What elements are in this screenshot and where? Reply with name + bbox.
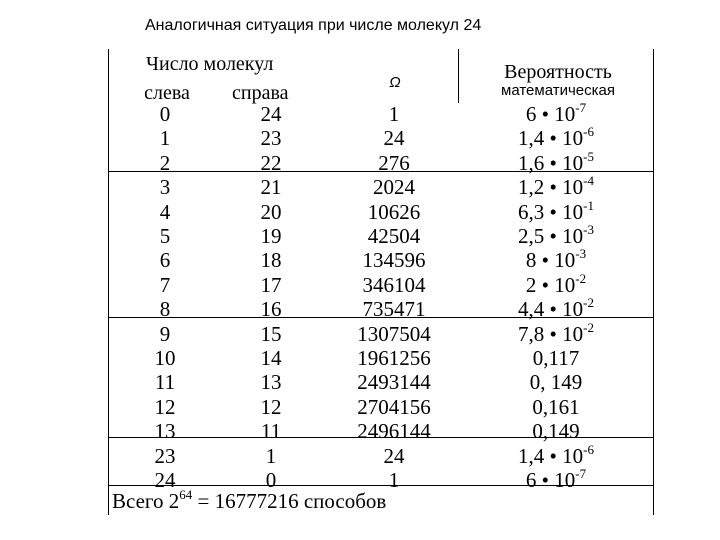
table-border-left: [108, 49, 109, 515]
probability-exponent: -3: [583, 222, 594, 237]
cell-omega: 134596: [362, 248, 426, 272]
cell-probability: [460, 102, 652, 126]
probability-exponent: -7: [575, 466, 587, 481]
cell-left-count: 6: [159, 248, 171, 272]
cell-left-count: 12: [154, 395, 176, 419]
cell-left-count: 3: [159, 175, 171, 199]
cell-left-count: 0: [159, 102, 171, 126]
probability-base: 2 • 10: [525, 273, 576, 297]
probability-table: [108, 49, 654, 515]
cell-left-count: 8: [159, 297, 171, 321]
cell-probability: [460, 395, 652, 419]
cell-right-count: 15: [260, 322, 282, 346]
cell-right-count: 1: [265, 444, 277, 468]
cell-right-count: 16: [260, 297, 282, 321]
cell-right-count: 11: [260, 419, 282, 443]
cell-probability: [460, 297, 652, 321]
cell-left-count: 11: [154, 370, 176, 394]
header-right: справа: [232, 82, 289, 104]
cell-omega: 10626: [367, 200, 421, 224]
cell-probability: [460, 200, 652, 224]
probability-base: 6 • 10: [525, 468, 576, 492]
probability-base: 0,161: [532, 395, 580, 419]
cell-probability: [460, 151, 652, 175]
cell-probability: [460, 273, 652, 297]
cell-left-count: 1: [159, 126, 171, 150]
header-omega: Ω: [389, 74, 401, 91]
probability-base: 1,2 • 10: [518, 175, 584, 199]
cell-left-count: 24: [154, 468, 176, 492]
cell-right-count: 23: [260, 126, 282, 150]
probability-exponent: -4: [583, 173, 594, 188]
cell-right-count: 20: [260, 200, 282, 224]
cell-left-count: 5: [159, 224, 171, 248]
probability-exponent: -2: [583, 320, 594, 335]
cell-omega: 276: [378, 151, 410, 175]
probability-base: 1,4 • 10: [518, 444, 584, 468]
cell-omega: 42504: [367, 224, 421, 248]
cell-probability: [460, 468, 652, 492]
cell-left-count: 13: [154, 419, 176, 443]
table-border-right: [653, 49, 654, 515]
probability-base: 1,4 • 10: [518, 126, 584, 150]
probability-base: 8 • 10: [525, 248, 576, 272]
probability-exponent: -6: [583, 124, 594, 139]
cell-probability: [460, 224, 652, 248]
cell-omega: 2493144: [357, 370, 431, 394]
cell-omega: 1: [388, 468, 400, 492]
cell-right-count: 17: [260, 273, 282, 297]
probability-base: 4,4 • 10: [518, 297, 584, 321]
probability-exponent: -2: [583, 295, 594, 310]
cell-right-count: 22: [260, 151, 282, 175]
probability-base: 0,117: [532, 346, 580, 370]
cell-probability: [460, 248, 652, 272]
probability-exponent: -2: [575, 271, 587, 286]
cell-omega: 735471: [362, 297, 426, 321]
probability-base: 6 • 10: [525, 102, 576, 126]
probability-base: 2,5 • 10: [518, 224, 584, 248]
header-probability-sub: математическая: [501, 82, 615, 99]
probability-exponent: -1: [583, 198, 594, 213]
cell-probability: [460, 322, 652, 346]
cell-right-count: 13: [260, 370, 282, 394]
cell-omega: 2024: [373, 175, 415, 199]
cell-omega: 2704156: [357, 395, 431, 419]
cell-omega: 1961256: [357, 346, 431, 370]
cell-right-count: 18: [260, 248, 282, 272]
total-ways: [112, 489, 386, 513]
probability-exponent: -3: [575, 246, 587, 261]
cell-omega: 24: [383, 444, 405, 468]
cell-right-count: 14: [260, 346, 282, 370]
total-suffix: = 16777216 способов: [192, 489, 387, 513]
probability-base: 7,8 • 10: [518, 322, 584, 346]
cell-probability: [460, 126, 652, 150]
cell-right-count: 12: [260, 395, 282, 419]
cell-right-count: 24: [260, 102, 282, 126]
cell-probability: [460, 175, 652, 199]
total-prefix: Всего 2: [112, 489, 180, 513]
probability-base: 6,3 • 10: [518, 200, 584, 224]
cell-left-count: 23: [154, 444, 176, 468]
cell-right-count: 19: [260, 224, 282, 248]
probability-base: 0, 149: [529, 370, 583, 394]
cell-omega: 346104: [362, 273, 426, 297]
slide-title: Аналогичная ситуация при числе молекул 24: [145, 17, 482, 34]
probability-exponent: -5: [583, 149, 594, 164]
cell-left-count: 10: [154, 346, 176, 370]
probability-base: 1,6 • 10: [518, 151, 584, 175]
cell-left-count: 2: [159, 151, 171, 175]
cell-left-count: 9: [159, 322, 171, 346]
cell-right-count: 0: [265, 468, 277, 492]
cell-probability: [460, 346, 652, 370]
cell-omega: 1307504: [357, 322, 431, 346]
probability-exponent: -7: [575, 100, 587, 115]
cell-omega: 1: [388, 102, 400, 126]
total-exponent: 64: [179, 487, 193, 502]
cell-probability: [460, 419, 652, 443]
cell-left-count: 7: [159, 273, 171, 297]
cell-probability: [460, 370, 652, 394]
cell-omega: 2496144: [357, 419, 431, 443]
header-divider: [458, 49, 459, 103]
probability-base: 0,149: [532, 419, 580, 443]
cell-probability: [460, 444, 652, 468]
header-molecules: Число молекул: [146, 53, 274, 75]
header-left: слева: [144, 82, 190, 104]
header-probability: Вероятность: [504, 61, 612, 83]
probability-exponent: -6: [583, 442, 594, 457]
cell-omega: 24: [383, 126, 405, 150]
cell-left-count: 4: [159, 200, 171, 224]
cell-right-count: 21: [260, 175, 282, 199]
